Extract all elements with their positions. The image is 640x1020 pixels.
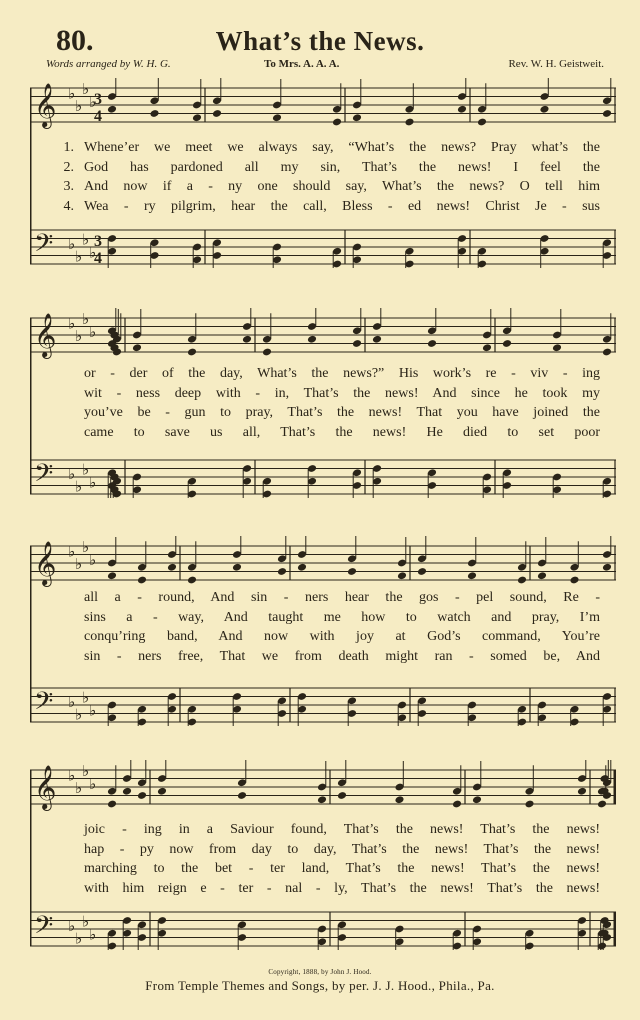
- treble-clef-icon: 𝄞: [34, 83, 57, 127]
- note-head: [457, 105, 467, 114]
- note-head: [347, 567, 357, 576]
- note-head: [537, 571, 547, 580]
- verse-number: [44, 423, 84, 443]
- note-head: [597, 800, 607, 809]
- note-head: [472, 795, 482, 804]
- verse-number: [44, 364, 84, 384]
- verse-number: [44, 859, 84, 879]
- flat-sign-icon: ♭: [82, 764, 90, 780]
- lyrics-block: [44, 138, 600, 216]
- lyric-text: all a - round, And sin - ners hear the gos - pel sound, Re -: [84, 590, 600, 605]
- note-head: [232, 563, 242, 572]
- lyric-line: [44, 840, 600, 860]
- flat-sign-icon: ♭: [75, 557, 83, 573]
- flat-sign-icon: ♭: [89, 324, 97, 341]
- flat-sign-icon: ♭: [82, 690, 90, 707]
- lyric-text: or - der of the day, What’s the news?” His work’s re - viv - ing: [84, 366, 600, 381]
- verse-number: [44, 608, 84, 628]
- note-head: [397, 571, 407, 580]
- lyrics-block: [44, 820, 600, 898]
- note-head: [467, 571, 477, 580]
- credits-line: [46, 58, 604, 74]
- hymn-title: What’s the News.: [215, 26, 425, 56]
- flat-sign-icon: ♭: [82, 540, 90, 556]
- note-head: [149, 109, 159, 118]
- flat-sign-icon: ♭: [89, 475, 97, 492]
- lyric-text: Whene’er we meet we always say, “What’s the news? Pray what’s the: [84, 140, 600, 155]
- lyric-text: you’ve be - gun to pray, That’s the news! That you have joined the: [84, 405, 600, 420]
- verse-number: [44, 840, 84, 860]
- flat-sign-icon: ♭: [75, 931, 83, 948]
- lyric-text: conqu’ring band, And now with joy at God’s command, You’re: [84, 629, 600, 644]
- flat-sign-icon: ♭: [68, 466, 76, 483]
- bass-staff: [30, 230, 616, 264]
- time-signature-top: 3: [94, 233, 102, 250]
- note-head: [332, 118, 342, 127]
- lyric-line: [44, 384, 600, 404]
- note-head: [552, 343, 562, 352]
- treble-staff: [30, 546, 616, 580]
- composer-credit: Rev. W. H. Geistweit.: [508, 58, 604, 70]
- lyric-text: And now if a - ny one should say, What’s the news? O tell him: [84, 179, 600, 194]
- flat-sign-icon: ♭: [68, 768, 76, 785]
- note-head: [539, 105, 549, 114]
- note-head: [569, 576, 579, 585]
- lyric-line: [44, 647, 600, 667]
- lyric-text: wit - ness deep with - in, That’s the news! And since he took my: [84, 385, 600, 401]
- hymn-number: 80.: [56, 24, 94, 57]
- flat-sign-icon: ♭: [82, 462, 90, 479]
- time-signature-top: 3: [94, 91, 102, 108]
- flat-sign-icon: ♭: [75, 249, 83, 266]
- lyric-text: with him reign e - ter - nal - ly, That’s the news! That’s the news!: [84, 880, 600, 896]
- lyric-line: [44, 158, 600, 178]
- bass-clef-icon: 𝄢: [34, 459, 54, 494]
- flat-sign-icon: ♭: [75, 781, 83, 797]
- note-head: [132, 343, 142, 352]
- lyric-text: God has pardoned all my sin, That’s the news! I feel the: [84, 159, 600, 175]
- verse-number: [44, 879, 84, 899]
- lyric-text: came to save us all, That’s the news! He died to set poor: [84, 424, 600, 440]
- flat-sign-icon: ♭: [75, 99, 83, 115]
- time-signature-bottom: 4: [94, 250, 102, 267]
- treble-clef-icon: 𝄞: [34, 541, 57, 585]
- flat-sign-icon: ♭: [89, 552, 97, 569]
- note-head: [602, 109, 612, 118]
- note-head: [372, 335, 382, 344]
- flat-sign-icon: ♭: [68, 918, 76, 935]
- note-head: [242, 335, 252, 344]
- note-head: [137, 791, 147, 800]
- note-head: [192, 113, 202, 122]
- lyric-line: [44, 588, 600, 608]
- verse-number: [44, 403, 84, 423]
- verse-number: [44, 588, 84, 608]
- verse-number: [44, 820, 84, 840]
- verse-number: 1.: [63, 140, 74, 155]
- note-head: [272, 113, 282, 122]
- flat-sign-icon: ♭: [89, 94, 97, 111]
- flat-sign-icon: ♭: [82, 914, 90, 931]
- treble-clef-icon: 𝄞: [34, 765, 57, 809]
- verse-number: 2.: [63, 159, 74, 175]
- lyric-line: [44, 627, 600, 647]
- verse-number: [44, 384, 84, 404]
- note-head: [187, 576, 197, 585]
- words-credit: Words arranged by W. H. G.: [46, 58, 171, 70]
- note-head: [137, 576, 147, 585]
- flat-sign-icon: ♭: [68, 236, 76, 253]
- bass-clef-icon: 𝄢: [34, 687, 54, 722]
- flat-sign-icon: ♭: [75, 479, 83, 496]
- lyric-line: [44, 364, 600, 384]
- note-head: [307, 335, 317, 344]
- note-head: [602, 563, 612, 572]
- note-head: [394, 795, 404, 804]
- lyric-text: hap - py now from day to day, That’s the news! That’s the news!: [84, 841, 600, 857]
- note-head: [317, 795, 327, 804]
- verse-number: 4.: [63, 198, 74, 214]
- time-signature-bottom: 4: [94, 108, 102, 125]
- note-head: [427, 339, 437, 348]
- note-head: [187, 348, 197, 357]
- flat-sign-icon: ♭: [68, 544, 76, 561]
- flat-sign-icon: ♭: [68, 316, 76, 333]
- note-head: [524, 800, 534, 809]
- flat-sign-icon: ♭: [82, 232, 90, 249]
- note-head: [517, 576, 527, 585]
- flat-sign-icon: ♭: [75, 329, 83, 345]
- note-head: [352, 339, 362, 348]
- source-credit: From Temple Themes and Songs, by per. J. J. Hood., Phila., Pa.: [145, 978, 495, 993]
- flat-sign-icon: ♭: [68, 694, 76, 711]
- flat-sign-icon: ♭: [89, 927, 97, 944]
- note-head: [482, 343, 492, 352]
- lyric-line: [44, 197, 600, 217]
- flat-sign-icon: ♭: [75, 707, 83, 724]
- note-head: [212, 109, 222, 118]
- note-head: [107, 105, 117, 114]
- verse-number: 3.: [63, 179, 74, 194]
- lyric-line: [44, 879, 600, 899]
- flat-sign-icon: ♭: [82, 312, 90, 328]
- lyric-text: marching to the bet - ter land, That’s the news! That’s the news!: [84, 861, 600, 876]
- note-head: [107, 800, 117, 809]
- note-head: [297, 563, 307, 572]
- verse-number: [44, 647, 84, 667]
- note-head: [337, 791, 347, 800]
- lyric-text: sins a - way, And taught me how to watch and pray, I’m: [84, 609, 600, 625]
- note-head: [157, 787, 167, 796]
- treble-clef-icon: 𝄞: [34, 313, 57, 357]
- note-head: [502, 339, 512, 348]
- lyric-text: sin - ners free, That we from death might ran - somed be, And: [84, 648, 600, 664]
- flat-sign-icon: ♭: [89, 776, 97, 793]
- bass-clef-icon: 𝄢: [34, 229, 54, 264]
- bass-staff: [30, 688, 616, 722]
- dedication: To Mrs. A. A. A.: [264, 58, 340, 70]
- note-head: [417, 567, 427, 576]
- copyright-notice: Copyright, 1888, by John J. Hood.: [268, 968, 372, 976]
- note-head: [262, 348, 272, 357]
- flat-sign-icon: ♭: [89, 245, 97, 262]
- lyric-line: [44, 608, 600, 628]
- lyric-line: [44, 177, 600, 197]
- flat-sign-icon: ♭: [89, 703, 97, 720]
- flat-sign-icon: ♭: [82, 82, 90, 98]
- lyric-line: [44, 820, 600, 840]
- verse-number: [44, 627, 84, 647]
- note-head: [122, 787, 132, 796]
- lyric-text: Wea - ry pilgrim, hear the call, Bless - ed news! Christ Je - sus: [84, 198, 600, 214]
- lyric-text: joic - ing in a Saviour found, That’s the news! That’s the news!: [84, 822, 600, 837]
- lyric-line: [44, 403, 600, 423]
- note-head: [452, 800, 462, 809]
- lyrics-block: [44, 588, 600, 666]
- note-head: [277, 567, 287, 576]
- note-head: [477, 118, 487, 127]
- treble-staff: [30, 88, 616, 122]
- note-head: [167, 563, 177, 572]
- lyrics-block: [44, 364, 600, 442]
- lyric-line: [44, 138, 600, 158]
- lyric-line: [44, 423, 600, 443]
- note-head: [602, 348, 612, 357]
- note-head: [107, 571, 117, 580]
- note-head: [404, 118, 414, 127]
- note-head: [577, 787, 587, 796]
- lyric-line: [44, 859, 600, 879]
- flat-sign-icon: ♭: [68, 86, 76, 103]
- bass-clef-icon: 𝄢: [34, 911, 54, 946]
- note-head: [237, 791, 247, 800]
- note-head: [352, 113, 362, 122]
